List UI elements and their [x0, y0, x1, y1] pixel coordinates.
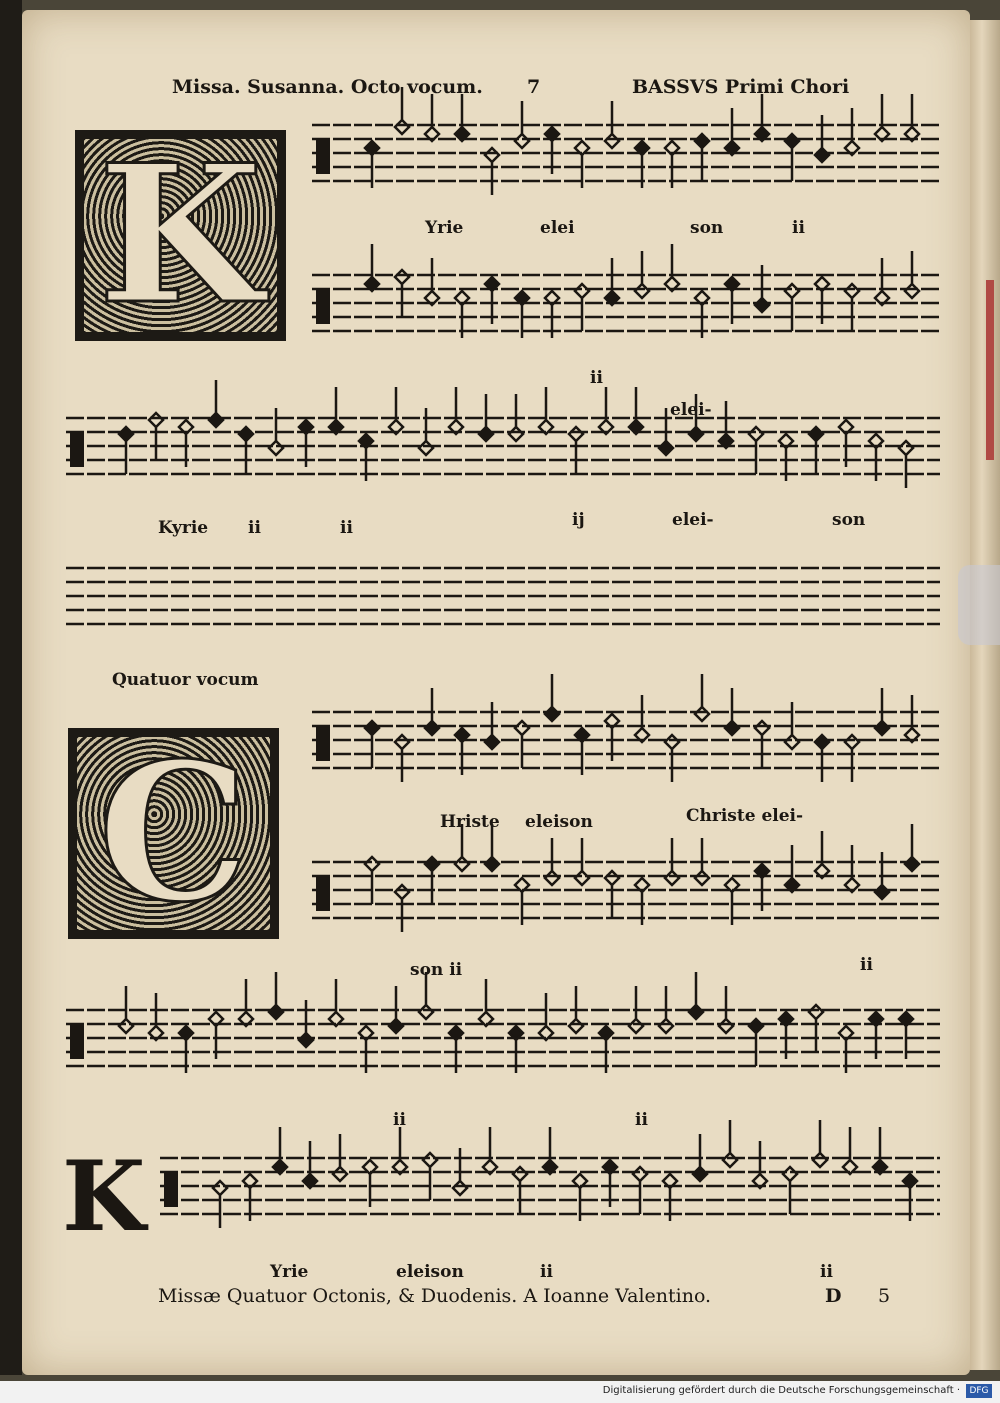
note-head — [509, 427, 523, 441]
note-head — [119, 1019, 133, 1033]
note-head — [515, 721, 529, 735]
note-head — [665, 871, 679, 885]
staff-system — [312, 824, 940, 932]
lyric-syllable: ii — [635, 1110, 648, 1130]
note-head — [395, 735, 409, 749]
note-head — [629, 1019, 643, 1033]
note-head — [299, 1033, 313, 1047]
lyric-syllable: eleison — [525, 812, 593, 832]
lyric-syllable: Kyrie — [158, 518, 209, 538]
note-head — [815, 735, 829, 749]
note-head — [569, 1019, 583, 1033]
note-head — [213, 1181, 227, 1195]
note-head — [695, 707, 709, 721]
note-head — [269, 441, 283, 455]
note-head — [513, 1167, 527, 1181]
note-head — [659, 441, 673, 455]
staff-system — [312, 244, 940, 338]
running-head-left: Missa. Susanna. Octo vocum. — [172, 76, 483, 98]
note-head — [485, 857, 499, 871]
note-head — [785, 735, 799, 749]
clef-mark — [164, 1172, 178, 1207]
note-head — [395, 270, 409, 284]
lyric-syllable: ii — [540, 1262, 553, 1282]
lyric-syllable: ij — [572, 510, 585, 530]
lyric-syllable: ii — [393, 1110, 406, 1130]
clef-mark — [316, 289, 330, 324]
note-head — [119, 427, 133, 441]
note-head — [785, 134, 799, 148]
lyric-syllable: ii — [820, 1262, 833, 1282]
note-head — [419, 441, 433, 455]
lyric-syllable: elei- — [670, 400, 712, 420]
note-head — [485, 148, 499, 162]
note-head — [423, 1153, 437, 1167]
note-head — [605, 871, 619, 885]
imprint-line: Missæ Quatuor Octonis, & Duodenis. A Ioanne Valentino. — [158, 1285, 712, 1307]
note-head — [695, 871, 709, 885]
lyric-syllable: son ii — [410, 960, 463, 980]
note-head — [689, 427, 703, 441]
signature-mark: D — [825, 1285, 842, 1307]
staff-system — [66, 972, 940, 1073]
lyric-syllable: elei- — [672, 510, 714, 530]
note-head — [395, 120, 409, 134]
note-head — [689, 1005, 703, 1019]
note-head — [749, 427, 763, 441]
lyric-syllable: son — [832, 510, 866, 530]
signature-number: 5 — [878, 1285, 891, 1307]
running-head-right: BASSVS Primi Chori — [632, 76, 850, 98]
digitization-note: Digitalisierung gefördert durch die Deutsche Forschungsgemeinschaft · — [602, 1385, 960, 1396]
lyric-syllable: ii — [792, 218, 805, 238]
note-head — [659, 1019, 673, 1033]
initial-letter: K — [97, 123, 264, 346]
note-head — [425, 721, 439, 735]
clef-mark — [316, 726, 330, 761]
note-head — [813, 1153, 827, 1167]
note-head — [515, 134, 529, 148]
note-head — [269, 1005, 283, 1019]
lyric-syllable: elei — [540, 218, 575, 238]
note-head — [365, 721, 379, 735]
note-head — [695, 134, 709, 148]
dfg-logo-icon: DFG — [966, 1384, 992, 1398]
note-head — [693, 1167, 707, 1181]
note-head — [845, 735, 859, 749]
staff-system — [66, 568, 940, 624]
lyric-syllable: Christe elei- — [686, 806, 804, 826]
note-head — [389, 1019, 403, 1033]
note-head — [665, 735, 679, 749]
note-head — [905, 284, 919, 298]
lyric-syllable: Yrie — [270, 1262, 309, 1282]
initial-k-plain: K — [62, 1140, 146, 1253]
clef-mark — [316, 876, 330, 911]
note-head — [575, 871, 589, 885]
note-head — [395, 885, 409, 899]
note-head — [723, 1153, 737, 1167]
staff-system — [312, 87, 940, 195]
note-head — [545, 871, 559, 885]
section-label: Quatuor vocum — [112, 670, 259, 690]
note-head — [569, 427, 583, 441]
note-head — [545, 707, 559, 721]
note-head — [785, 284, 799, 298]
initial-letter: C — [97, 721, 250, 944]
note-head — [575, 284, 589, 298]
clef-mark — [70, 1024, 84, 1059]
note-head — [149, 413, 163, 427]
staff-system — [160, 1120, 940, 1228]
page-number: 7 — [527, 76, 541, 98]
note-head — [605, 134, 619, 148]
note-head — [365, 857, 379, 871]
note-head — [453, 1181, 467, 1195]
lyric-syllable: eleison — [396, 1262, 464, 1282]
note-head — [783, 1167, 797, 1181]
note-head — [875, 721, 889, 735]
lyric-syllable: ii — [340, 518, 353, 538]
note-head — [485, 735, 499, 749]
lyric-syllable: Yrie — [425, 218, 464, 238]
lyric-syllable: ii — [248, 518, 261, 538]
clef-mark — [316, 139, 330, 174]
note-head — [845, 284, 859, 298]
note-head — [809, 1005, 823, 1019]
note-head — [719, 1019, 733, 1033]
note-head — [809, 427, 823, 441]
note-head — [899, 441, 913, 455]
note-head — [479, 427, 493, 441]
staff-system — [66, 380, 940, 488]
note-head — [239, 427, 253, 441]
note-head — [755, 298, 769, 312]
note-head — [419, 1005, 433, 1019]
clef-mark — [70, 432, 84, 467]
lyric-syllable: ii — [860, 955, 873, 975]
note-head — [815, 148, 829, 162]
lyric-syllable: ii — [590, 368, 603, 388]
lyric-syllable: son — [690, 218, 724, 238]
note-head — [755, 721, 769, 735]
note-head — [875, 885, 889, 899]
note-head — [425, 857, 439, 871]
staff-system — [312, 674, 940, 782]
lyric-syllable: Hriste — [440, 812, 500, 832]
note-head — [725, 721, 739, 735]
note-head — [905, 857, 919, 871]
note-head — [635, 284, 649, 298]
note-head — [209, 413, 223, 427]
note-head — [455, 857, 469, 871]
note-head — [633, 1167, 647, 1181]
note-head — [333, 1167, 347, 1181]
note-head — [749, 1019, 763, 1033]
